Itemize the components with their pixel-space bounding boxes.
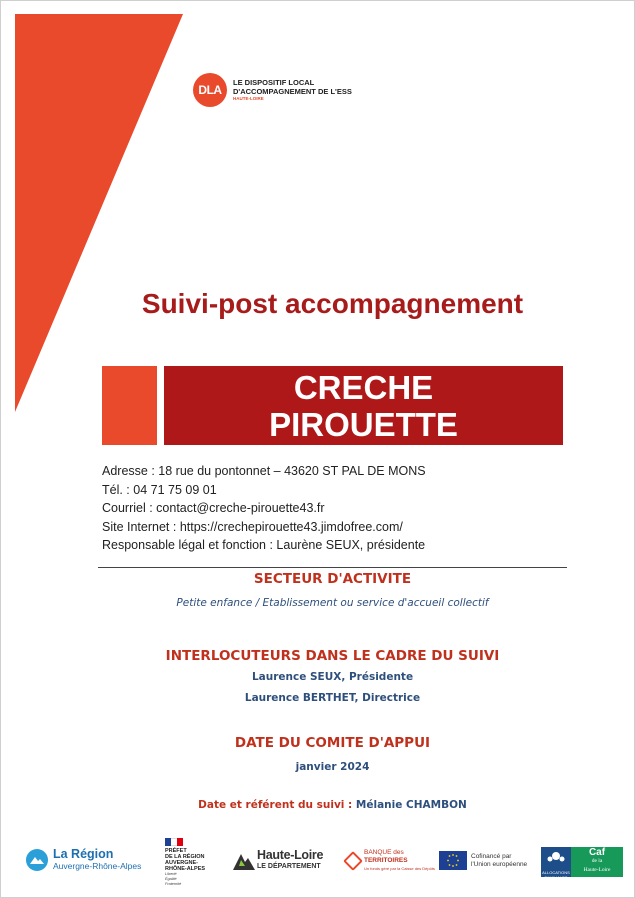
caf-emblem-text: ALLOCATIONS FAMILIALES	[542, 870, 570, 880]
committee-date: janvier 2024	[295, 761, 370, 773]
banque-line1: BANQUE des	[364, 849, 404, 856]
haute-loire-logo	[233, 850, 323, 872]
banque-line3: Un fonds géré par la Caisse des Dépôts	[364, 866, 435, 871]
dla-line2: D'ACCOMPAGNEMENT DE L'ESS	[233, 87, 352, 96]
partner-logos	[0, 836, 635, 886]
region-logo	[26, 848, 141, 872]
haute-loire-mountain-icon	[233, 852, 255, 870]
region-name: La Région	[53, 847, 114, 861]
sector-value: Petite enfance / Etablissement ou service d'accueil collectif	[176, 597, 489, 609]
contacts-heading: INTERLOCUTEURS DANS LE CADRE DU SUIVI	[165, 648, 500, 664]
region-sub: Auvergne-Rhône-Alpes	[53, 861, 142, 871]
sector-heading: SECTEUR D'ACTIVITE	[253, 571, 412, 587]
haute-loire-sub: LE DÉPARTEMENT	[257, 863, 321, 870]
website-line: Site Internet : https://crechepirouette43.jimdofree.com/	[102, 519, 403, 534]
eu-flag-icon	[439, 851, 467, 870]
caf-line1: de la	[591, 858, 603, 864]
prefet-line1: PRÉFET	[165, 848, 187, 854]
organization-name-box	[164, 366, 563, 445]
french-flag-icon	[165, 838, 183, 846]
address-line: Adresse : 18 rue du pontonnet – 43620 ST PAL DE MONS	[102, 464, 426, 478]
org-name-line2: PIROUETTE	[269, 405, 458, 443]
caf-logo	[541, 847, 623, 880]
prefet-motto1: Liberté	[165, 872, 177, 876]
decorative-triangle	[15, 14, 183, 412]
prefet-line3: AUVERGNE-	[165, 860, 199, 866]
phone-line: Tél. : 04 71 75 09 01	[102, 482, 217, 497]
followup-referent: Mélanie CHAMBON	[355, 799, 467, 811]
prefet-motto2: Égalité	[165, 877, 177, 881]
followup-label: Date et référent du suivi :	[198, 799, 356, 811]
banque-diamond-icon	[343, 851, 363, 871]
caf-line2: Haute-Loire	[583, 867, 611, 873]
prefet-line2: DE LA RÉGION	[165, 854, 205, 860]
followup-line	[0, 799, 635, 811]
org-accent-square	[102, 366, 157, 445]
caf-emblem-icon	[541, 847, 571, 880]
contact-person-1: Laurence SEUX, Présidente	[251, 671, 414, 683]
banque-line2: TERRITOIRES	[364, 857, 408, 864]
prefet-logo	[165, 838, 205, 887]
dla-line3: HAUTE-LOIRE	[233, 96, 264, 101]
region-mountain-icon	[26, 849, 48, 871]
email-line: Courriel : contact@creche-pirouette43.fr	[102, 501, 325, 515]
dla-header	[193, 73, 352, 107]
prefet-motto3: Fraternité	[165, 882, 182, 886]
contact-person-2: Laurence BERTHET, Directrice	[244, 692, 421, 704]
eu-line2: l'Union européenne	[471, 860, 528, 868]
eu-logo	[439, 851, 527, 870]
contact-info	[102, 462, 426, 555]
prefet-line4: RHÔNE-ALPES	[165, 866, 206, 872]
caf-name: Caf	[588, 847, 606, 858]
banque-territoires-logo	[346, 849, 448, 873]
dla-text	[233, 78, 352, 102]
committee-heading: DATE DU COMITE D'APPUI	[234, 735, 431, 751]
org-name-line1: CRECHE	[293, 368, 434, 406]
page-title: Suivi-post accompagnement	[141, 288, 524, 319]
legal-line: Responsable légal et fonction : Laurène SEUX, présidente	[102, 538, 426, 552]
eu-line1: Cofinancé par	[471, 852, 512, 860]
haute-loire-name: Haute-Loire	[257, 848, 324, 862]
divider	[98, 567, 567, 568]
dla-line1: LE DISPOSITIF LOCAL	[233, 78, 315, 87]
dla-logo: DLA	[193, 73, 227, 107]
